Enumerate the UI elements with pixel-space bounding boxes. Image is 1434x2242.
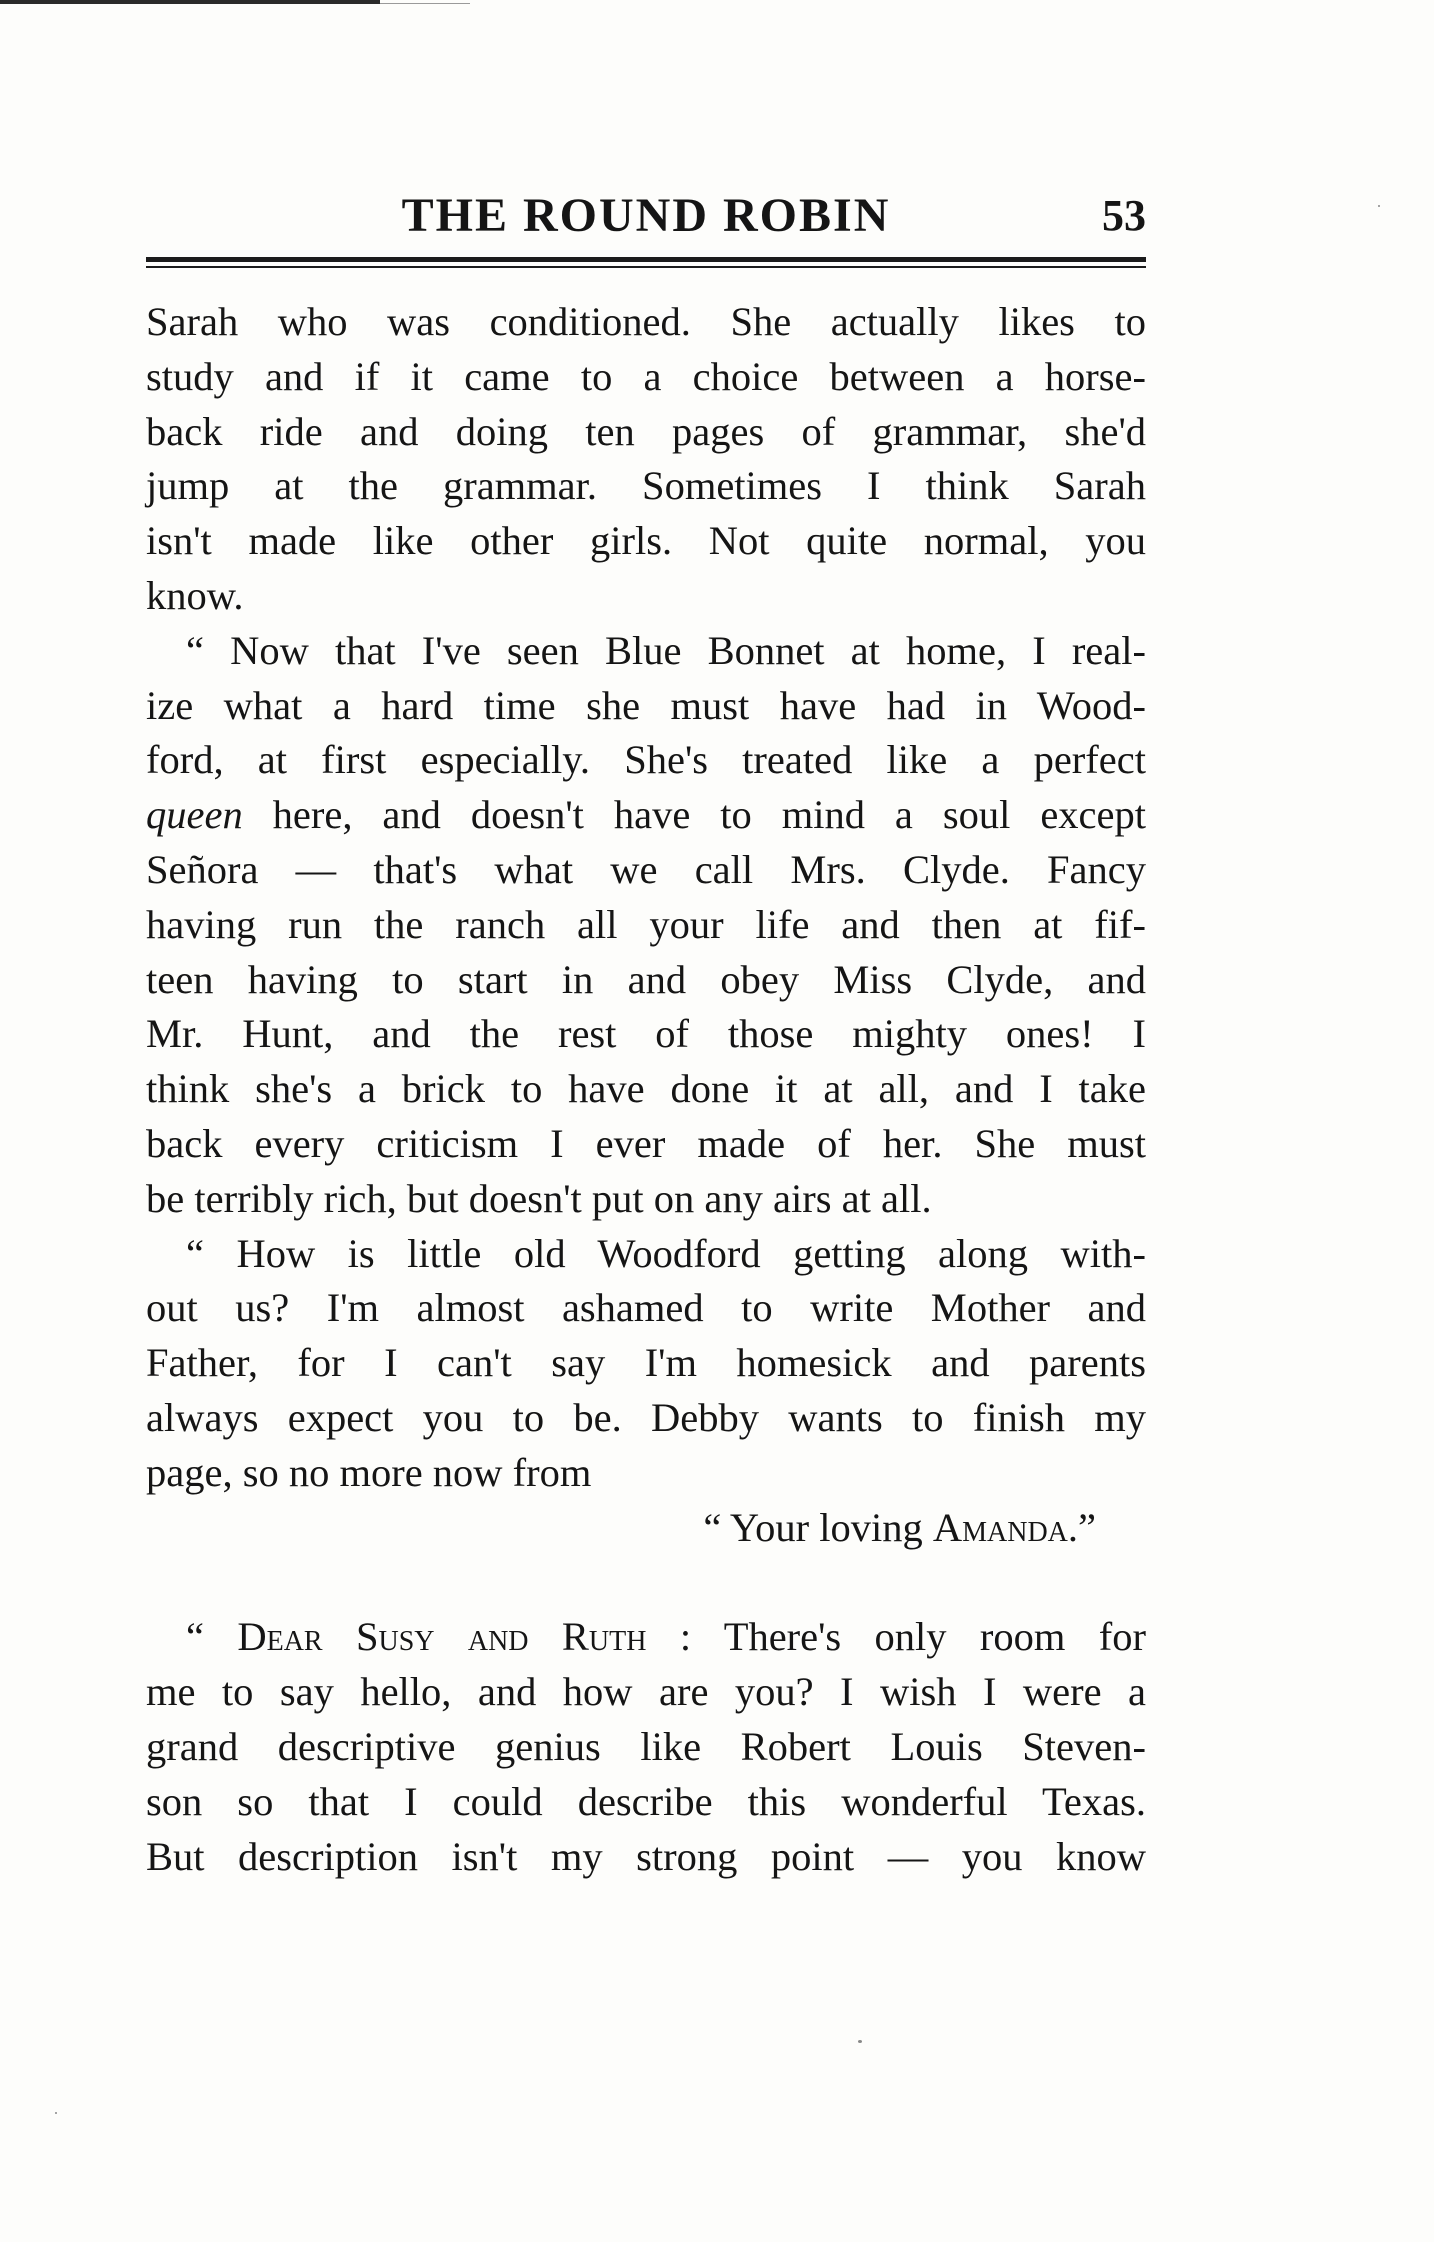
text-run: : There's only room for — [646, 1614, 1146, 1660]
italic-word: queen — [146, 792, 243, 838]
text-line: son so that I could describe this wonderful Texas. — [146, 1778, 1146, 1824]
text-line: jump at the grammar. Sometimes I think Sarah — [146, 463, 1146, 509]
body-text — [146, 295, 1146, 1884]
text-line: teen having to start in and obey Miss Clyde, and — [146, 956, 1146, 1002]
running-head — [146, 186, 1146, 246]
text-line — [146, 1610, 1146, 1665]
closing-prefix: “ Your loving — [703, 1504, 933, 1550]
text-line: isn't made like other girls. Not quite normal, you — [146, 518, 1146, 564]
text-line: back ride and doing ten pages of grammar, she'd — [146, 408, 1146, 454]
text-line: Sarah who was conditioned. She actually likes to — [146, 299, 1146, 344]
letter-closing — [146, 1501, 1146, 1556]
text-line — [146, 788, 1146, 843]
text-line: Señora — that's what we call Mrs. Clyde. Fancy — [146, 846, 1146, 892]
text-run: here, and doesn't have to mind a soul except — [242, 792, 1146, 838]
paper-speck — [55, 2112, 57, 2114]
header-rule-thick — [146, 257, 1146, 262]
text-line: out us? I'm almost ashamed to write Mother and — [146, 1285, 1146, 1331]
text-line: “ Now that I've seen Blue Bonnet at home, I real- — [186, 627, 1146, 673]
signature-name: Amanda — [932, 1504, 1068, 1550]
text-line: “ How is little old Woodford getting along with- — [186, 1230, 1146, 1276]
text-line: Father, for I can't say I'm homesick and parents — [146, 1340, 1146, 1386]
page-number: 53 — [1102, 191, 1146, 240]
text-line: me to say hello, and how are you? I wish I were a — [146, 1669, 1146, 1715]
scan-edge-mark — [0, 0, 380, 4]
text-line: But description isn't my strong point — you know — [146, 1833, 1146, 1879]
text-line: having run the ranch all your life and then at fif- — [146, 901, 1146, 947]
text-line: always expect you to be. Debby wants to finish my — [146, 1394, 1146, 1440]
text-line: think she's a brick to have done it at all, and I take — [146, 1066, 1146, 1112]
letter-salutation: “ Dear Susy and Ruth — [186, 1614, 647, 1660]
text-line: grand descriptive genius like Robert Louis Steven- — [146, 1723, 1146, 1769]
text-line: page, so no more now from — [146, 1449, 592, 1495]
text-line: back every criticism I ever made of her. She must — [146, 1120, 1146, 1166]
header-rule-thin — [146, 266, 1146, 268]
text-line: know. — [146, 572, 244, 618]
running-title: THE ROUND ROBIN — [401, 189, 891, 242]
text-line: ize what a hard time she must have had in Wood- — [146, 682, 1146, 728]
paragraph-gap — [146, 1555, 1146, 1610]
paper-speck — [858, 2040, 862, 2043]
closing-suffix: .” — [1067, 1504, 1096, 1550]
text-line: Mr. Hunt, and the rest of those mighty ones! I — [146, 1011, 1146, 1057]
text-line: be terribly rich, but doesn't put on any airs at all. — [146, 1175, 932, 1221]
paper-speck — [1378, 205, 1380, 207]
text-line: ford, at first especially. She's treated like a perfect — [146, 737, 1146, 783]
text-line: study and if it came to a choice between a horse- — [146, 353, 1146, 399]
scan-edge-mark-faint — [380, 3, 470, 4]
